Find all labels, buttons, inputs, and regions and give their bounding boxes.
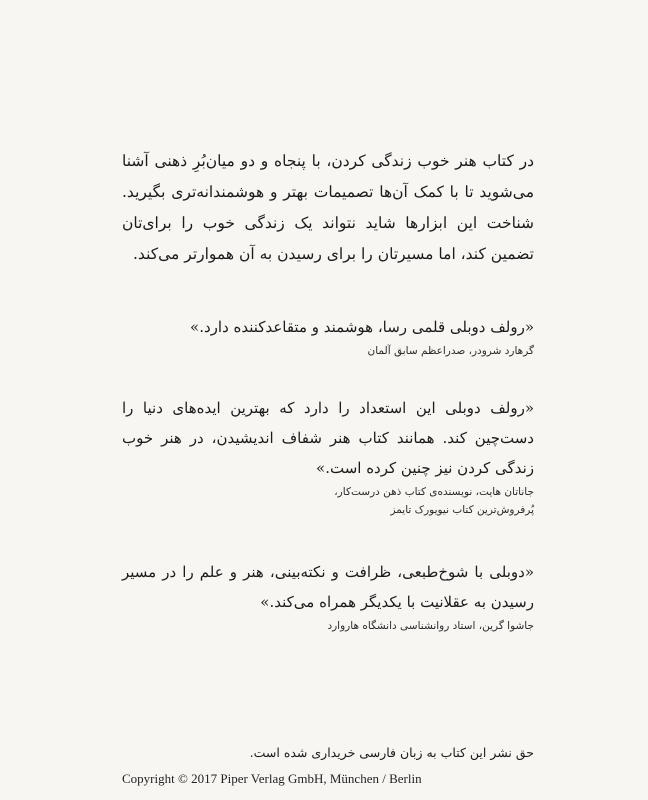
intro-line: می‌شوید تا با کمک آن‌ها تصمیمات بهتر و هوشمندانه‌تری بگیرید. [122,183,534,201]
quote-text: رسیدن به عقلانیت با یکدیگر همراه می‌کند.» [260,593,534,611]
quote-text: دست‌چین کند. همانند کتاب هنر شفاف اندیشیدن، در هنر خوب [122,429,534,447]
endorsement-quote-haidt [122,393,534,519]
copyright-line: Copyright © 2017 Piper Verlag GmbH, München / Berlin [122,771,422,786]
quote-attribution: گرهارد شرودر، صدراعظم سابق آلمان [367,345,534,357]
quote-attribution: پُرفروش‌ترین کتاب نیویورک تایمز [390,504,534,516]
intro-line: در کتاب هنر خوب زندگی کردن، با پنجاه و دو میان‌بُرِ ذهنی آشنا [122,152,534,170]
quote-text: زندگی کردن نیز چنین کرده است.» [316,459,534,477]
intro-line: تضمین کند، اما مسیرتان را برای رسیدن به آن هموارتر می‌کند. [133,245,534,263]
endorsement-quote-greene [122,557,534,635]
endorsement-quote-schroeder [122,312,534,360]
quote-text: «دوبلی با شوخ‌طبعی، ظرافت و نکته‌بینی، هنر و علم را در مسیر [122,563,534,581]
quote-attribution: جاناتان هایت، نویسنده‌ی کتاب ذهن درست‌کار، [334,486,534,498]
intro-line: شناخت این ابزارها شاید نتواند یک زندگی خوب را برای‌تان [122,214,534,232]
quote-attribution: جاشوا گرین، استاد روانشناسی دانشگاه هاروارد [327,620,534,632]
quote-text: «رولف دوبلی این استعداد را دارد که بهترین ایده‌های دنیا را [122,399,534,417]
intro-paragraph [122,146,534,270]
quote-text: «رولف دوبلی قلمی رسا، هوشمند و متقاعدکننده دارد.» [190,318,534,336]
persian-rights-notice: حق نشر این کتاب به زبان فارسی خریداری شده است. [249,745,534,760]
